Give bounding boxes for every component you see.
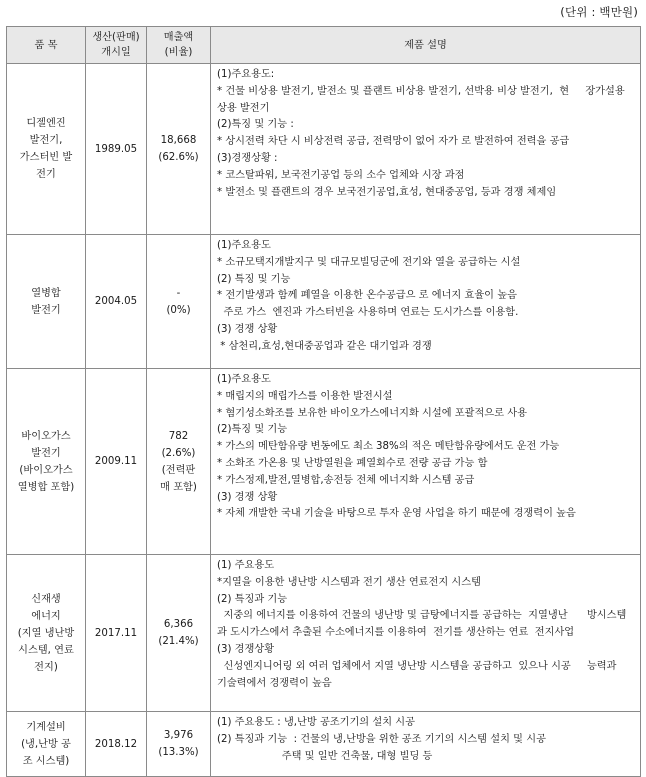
product-name-line: 발전기	[31, 447, 61, 459]
header-description: 제품 설명	[211, 27, 641, 64]
description-line: (2) 특징과 기능	[217, 593, 288, 605]
product-name-line: 바이오가스	[21, 430, 71, 442]
product-name-line: 전지)	[34, 661, 58, 673]
description-cell	[211, 235, 641, 369]
header-launch-date	[86, 27, 147, 64]
launch-date: 2017.11	[94, 627, 138, 639]
product-name-line: 발전기,	[29, 135, 63, 146]
description-line: (2) 특징 및 기능	[217, 273, 291, 285]
launch-date: 2004.05	[94, 296, 138, 307]
product-name-cell	[7, 369, 86, 555]
product-name-line: 시스템, 연료	[18, 644, 74, 656]
product-name-line: 열병합 포함)	[17, 481, 75, 493]
launch-date-cell	[86, 235, 147, 369]
product-name-line: 가스터빈 발	[19, 152, 73, 163]
description-line: (1) 주요용도 : 냉,난방 공조기기의 설치 시공	[217, 717, 415, 728]
product-name-line: 신재생	[31, 593, 61, 605]
product-name-cell	[7, 555, 86, 712]
description-line: (3) 경쟁 상황	[217, 491, 278, 503]
description-line: * 자체 개발한 국내 기술을 바탕으로 투자 운영 사업을 하기 때문에 경쟁력이 높음	[217, 508, 576, 520]
header-launch-line: 생산(판매)	[92, 32, 140, 43]
description-line: * 가스의 메탄함유량 변동에도 최소 38%의 적은 메탄함유량에서도 운전 가능	[217, 441, 560, 453]
sales-line: 3,976	[163, 730, 194, 741]
description-line: * 코스탈파워, 보국전기공업 등의 소수 업체와 시장 과점	[217, 169, 465, 181]
header-sales-line: (비율)	[164, 47, 193, 58]
description-line: 상용 발전기	[217, 102, 270, 114]
description-cell	[211, 712, 641, 777]
sales-line: (21.4%)	[158, 636, 199, 647]
description-line: (1)주요용도	[217, 240, 271, 251]
sales-cell	[147, 369, 211, 555]
sales-line: 매 포함)	[160, 481, 197, 493]
description-line: * 전기발생과 함께 폐열을 이용한 온수공급으 로 에너지 효율이 높음	[217, 290, 517, 302]
unit-note: (단위 : 백만원)	[560, 5, 638, 19]
description-line: 지중의 에너지를 이용하여 건물의 냉난방 및 급탕에너지를 공급하는 지열냉난 방시스템	[217, 610, 627, 622]
table-row	[7, 64, 641, 235]
product-name-line: 에너지	[31, 610, 61, 622]
description-cell	[211, 64, 641, 235]
product-name-line: 디젤엔진	[26, 118, 66, 129]
sales-line: -	[176, 287, 181, 299]
product-name-line: (지열 냉난방	[17, 627, 75, 639]
product-name-line: 조 시스템)	[22, 755, 70, 767]
header-sales	[147, 27, 211, 64]
product-name-line: 열병합	[31, 287, 61, 299]
product-name-cell	[7, 235, 86, 369]
product-name-cell	[7, 64, 86, 235]
header-item: 품 목	[7, 27, 86, 64]
sales-line: (전력판	[161, 464, 196, 476]
description-line: * 혐기성소화조를 보유한 바이오가스에너지화 시설에 포괄적으로 사용	[217, 407, 527, 419]
product-name-line: (바이오가스	[19, 464, 73, 476]
description-line: (1)주요용도:	[217, 69, 275, 80]
description-line: * 가스정제,발전,열병합,송전등 전체 에너지화 시스템 공급	[217, 474, 475, 486]
launch-date: 1989.05	[94, 143, 138, 155]
description-line: (2)특징 및 기능	[217, 424, 288, 436]
description-line: * 삼천리,효성,현대중공업과 같은 대기업과 경쟁	[217, 340, 432, 352]
product-name-line: (냉,난방 공	[21, 738, 71, 750]
description-line: *지열을 이용한 냉난방 시스템과 전기 생산 연료전지 시스템	[217, 576, 481, 588]
sales-line: 18,668	[160, 135, 197, 146]
description-line: (2) 특징과 기능 : 건물의 냉,난방을 위한 공조 기기의 시스템 설치 및 시공	[217, 733, 546, 745]
description-line: 과 도시가스에서 추출된 수소에너지를 이용하여 전기를 생산하는 연료 전지사업	[217, 627, 575, 639]
description-line: 주로 가스 엔진과 가스터빈을 사용하며 연료는 도시가스를 이용함.	[217, 307, 519, 319]
sales-line: (2.6%)	[161, 447, 196, 459]
description-line: (1)주요용도	[217, 374, 271, 385]
product-name-line: 전기	[36, 169, 56, 180]
sales-line: 782	[168, 430, 189, 442]
launch-date-cell	[86, 369, 147, 555]
product-table	[6, 26, 641, 777]
sales-cell	[147, 64, 211, 235]
description-line: 주택 및 일반 건축물, 대형 빌딩 등	[217, 750, 433, 762]
header-launch-line: 개시일	[101, 47, 131, 58]
sales-line: (13.3%)	[158, 747, 199, 758]
description-line: (2)특징 및 기능 :	[217, 119, 294, 131]
description-line: * 상시전력 차단 시 비상전력 공급, 전력망이 없어 자가 로 발전하여 전력을 공급	[217, 136, 570, 148]
sales-line: (0%)	[166, 304, 191, 316]
description-line: 기술력에서 경쟁력이 높음	[217, 677, 332, 689]
table-row	[7, 235, 641, 369]
launch-date-cell	[86, 64, 147, 235]
sales-cell	[147, 712, 211, 777]
header-sales-line: 매출액	[163, 32, 194, 43]
table-row	[7, 555, 641, 712]
sales-line: 6,366	[163, 619, 194, 630]
sales-cell	[147, 555, 211, 712]
launch-date-cell	[86, 555, 147, 712]
description-line: * 매립지의 매립가스를 이용한 발전시설	[217, 390, 393, 402]
sales-cell	[147, 235, 211, 369]
sales-line: (62.6%)	[158, 152, 199, 163]
description-line: * 소화조 가온용 및 난방열원을 폐열회수로 전량 공급 가능 함	[217, 457, 488, 469]
launch-date: 2009.11	[94, 456, 138, 467]
header-row	[7, 27, 641, 64]
launch-date: 2018.12	[94, 738, 138, 750]
product-name-cell	[7, 712, 86, 777]
product-name-line: 기계설비	[26, 721, 66, 733]
description-line: * 발전소 및 플랜트의 경우 보국전기공업,효성, 현대중공업, 등과 경쟁 체제임	[217, 186, 557, 198]
description-line: * 소규모택지개발지구 및 대규모빌딩군에 전기와 열을 공급하는 시설	[217, 256, 521, 268]
description-line: (3) 경쟁상황	[217, 643, 275, 655]
table-row	[7, 712, 641, 777]
description-cell	[211, 369, 641, 555]
description-line: 신성엔지니어링 외 여러 업체에서 지열 냉난방 시스템을 공급하고 있으나 시공 능력과	[217, 660, 617, 672]
description-line: (3) 경쟁 상황	[217, 323, 278, 335]
description-cell	[211, 555, 641, 712]
description-line: (3)경쟁상황 :	[217, 152, 278, 164]
product-name-line: 발전기	[31, 304, 61, 316]
description-line: * 건물 비상용 발전기, 발전소 및 플랜트 비상용 발전기, 선박용 비상 발전기, 현 장가설용	[217, 85, 625, 97]
table-row	[7, 369, 641, 555]
launch-date-cell	[86, 712, 147, 777]
description-line: (1) 주요용도	[217, 560, 275, 571]
